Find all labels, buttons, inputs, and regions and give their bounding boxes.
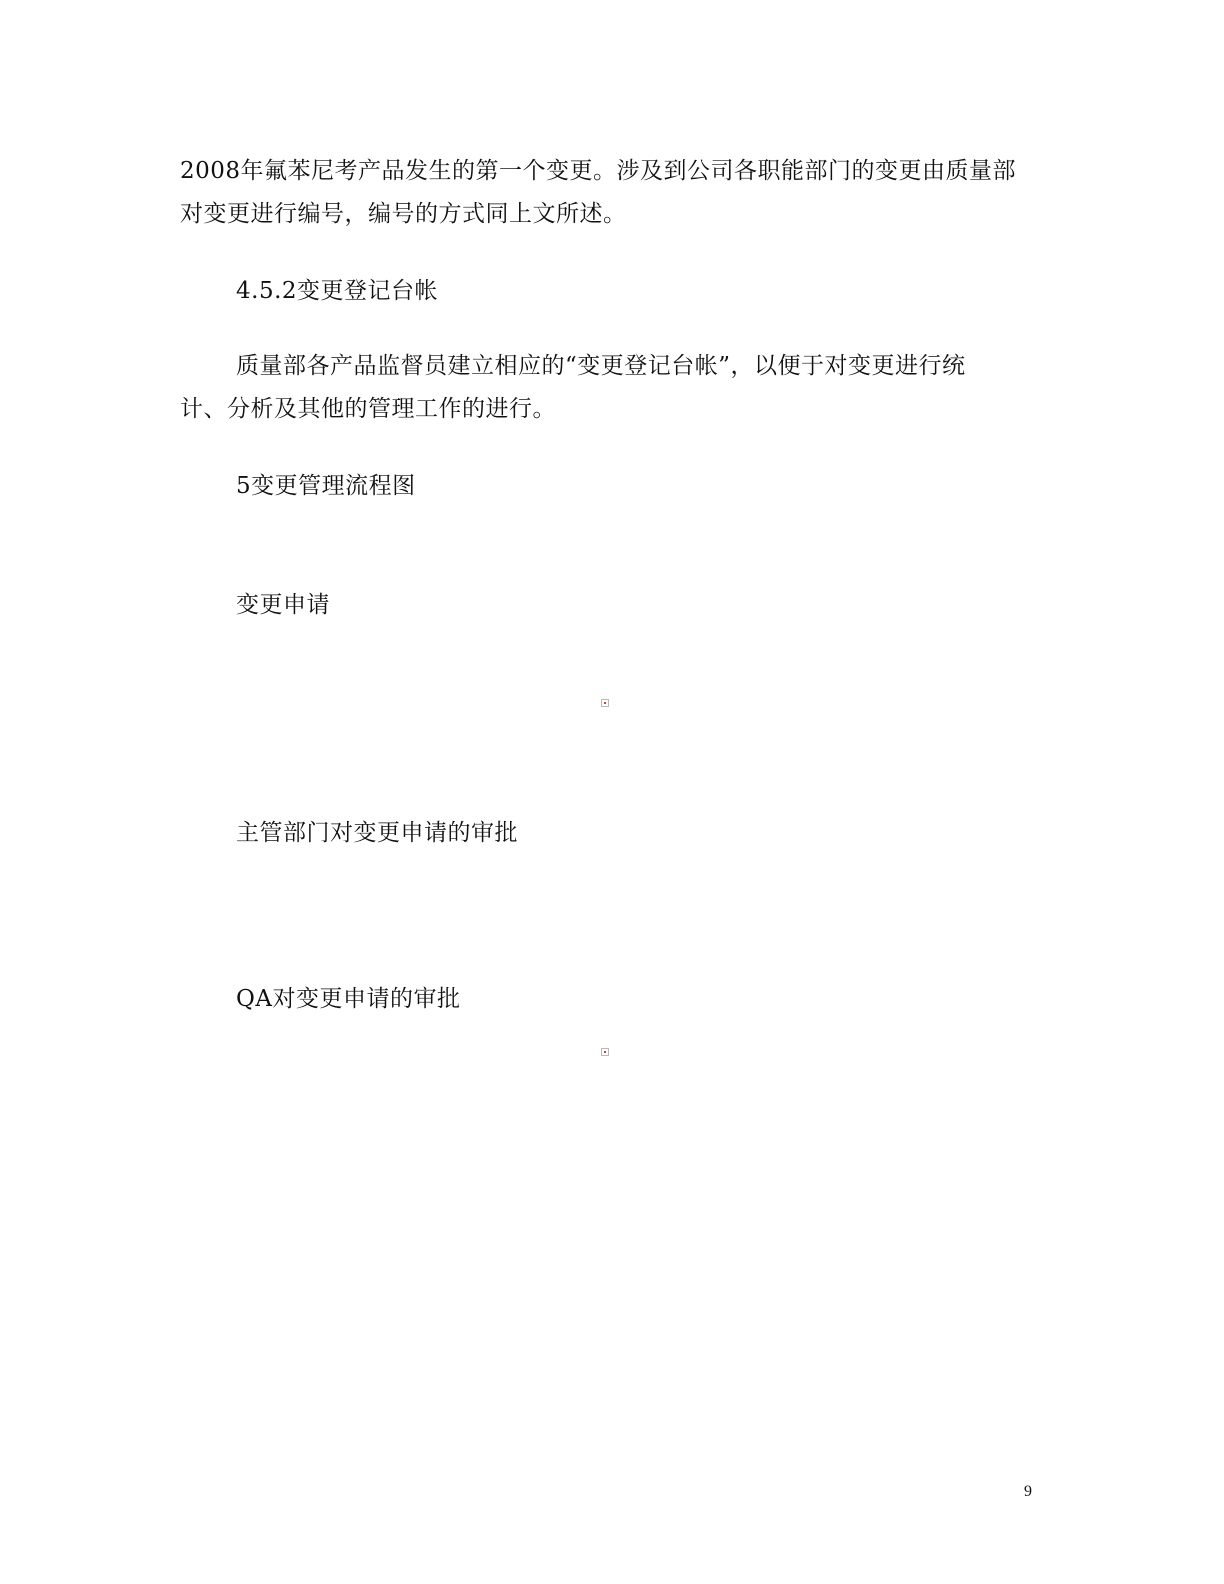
paragraph-1-line-2: 对变更进行编号，编号的方式同上文所述。 — [180, 201, 627, 227]
paragraph-2-line-1: 质量部各产品监督员建立相应的“变更登记台帐”，以便于对变更进行统 — [236, 353, 966, 379]
paragraph-1-line-1: 2008年氟苯尼考产品发生的第一个变更。涉及到公司各职能部门的变更由质量部 — [180, 158, 1017, 184]
paragraph-2-line-2: 计、分析及其他的管理工作的进行。 — [180, 396, 556, 422]
broken-image-icon — [601, 699, 609, 707]
section-heading-5: 5变更管理流程图 — [236, 473, 416, 499]
page-number: 9 — [1024, 1483, 1032, 1500]
flowchart-step-change-request: 变更申请 — [236, 592, 330, 618]
section-heading-4-5-2: 4.5.2变更登记台帐 — [236, 278, 439, 304]
flowchart-step-qa-approval: QA对变更申请的审批 — [236, 986, 461, 1012]
flowchart-step-department-approval: 主管部门对变更申请的审批 — [236, 820, 518, 846]
broken-image-icon — [601, 1048, 609, 1056]
